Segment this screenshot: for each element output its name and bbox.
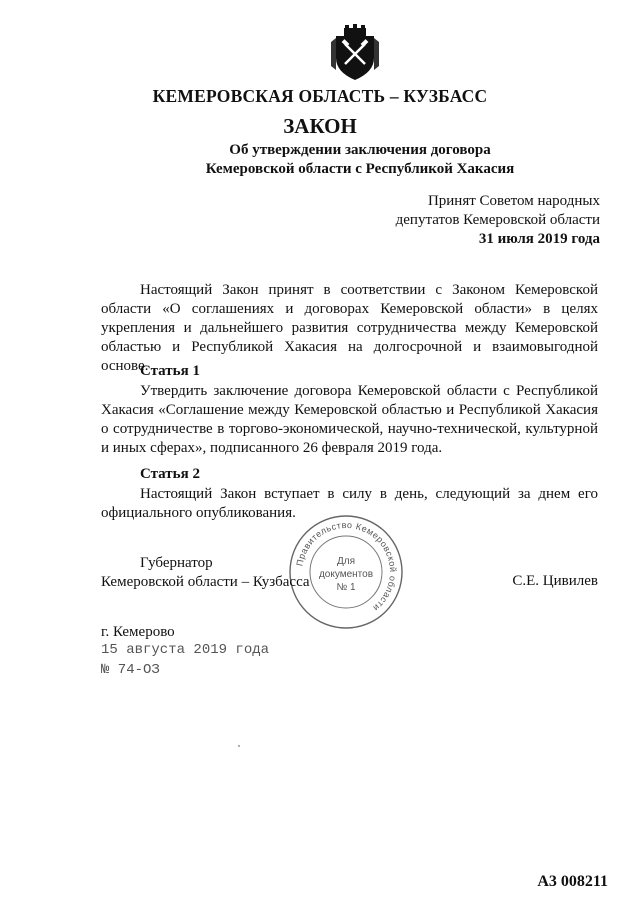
region-heading: КЕМЕРОВСКАЯ ОБЛАСТЬ – КУЗБАСС [152, 86, 488, 106]
article-2-line: Настоящий Закон вступает в силу в день, следующий за днем его [140, 486, 598, 502]
article-1-line: и иных сферах», подписанного 26 февраля 2019 года. [101, 440, 443, 456]
article-1-line: Утвердить заключение договора Кемеровской области с Республикой [140, 383, 598, 399]
place-of-signing: г. Кемерово [101, 624, 175, 640]
stamp-center-line-1: Для [336, 556, 356, 567]
document-type-heading: ЗАКОН [283, 114, 357, 138]
law-title [0, 141, 640, 179]
stamp-center-line-3: № 1 [336, 582, 356, 593]
coat-of-arms-icon [328, 22, 382, 82]
adoption-line-1: Принят Советом народных [427, 193, 600, 209]
signatory-name: С.Е. Цивилев [512, 573, 598, 589]
stamp-center-line-2: документов [318, 569, 374, 580]
article-2-line: официального опубликования. [101, 505, 296, 521]
preamble-line: укрепления и дальнейшего развития сотрудничества между Кемеровской [101, 320, 598, 336]
adoption-date: 31 июля 2019 года [478, 231, 600, 247]
signatory-title-line-1: Губернатор [140, 555, 213, 571]
signing-date-typed: 15 августа 2019 года [101, 642, 270, 658]
adoption-line-2: депутатов Кемеровской области [395, 212, 600, 228]
adoption-block [396, 192, 600, 249]
article-1-text [101, 382, 598, 458]
form-serial-number: А3 008211 [537, 873, 608, 890]
law-title-line-1: Об утверждении заключения договора [229, 142, 491, 158]
scan-speck [238, 745, 240, 747]
preamble-line: области «О соглашениях и договорах Кемеровской области» в целях [101, 301, 598, 317]
article-1-heading: Статья 1 [140, 363, 200, 379]
article-1-line: Хакасия «Соглашение между Кемеровской областью и Республикой Хакасия [101, 402, 598, 418]
law-title-line-2: Кемеровской области с Республикой Хакасия [205, 161, 515, 177]
article-1-line: о сотрудничестве в торгово-экономической, научно-технической, культурной [101, 421, 598, 437]
law-number-typed: № 74-ОЗ [101, 662, 160, 678]
preamble-paragraph [101, 281, 598, 376]
preamble-line: областью и Республикой Хакасия на долгосрочной и взаимовыгодной основе. [101, 339, 598, 374]
stamp-ring-text: Правительство Кемеровской области [294, 519, 399, 614]
preamble-line: Настоящий Закон принят в соответствии с Законом Кемеровской [140, 282, 598, 298]
signatory-title [101, 554, 310, 592]
article-2-heading: Статья 2 [140, 466, 200, 482]
signatory-title-line-2: Кемеровской области – Кузбасса [101, 574, 310, 590]
